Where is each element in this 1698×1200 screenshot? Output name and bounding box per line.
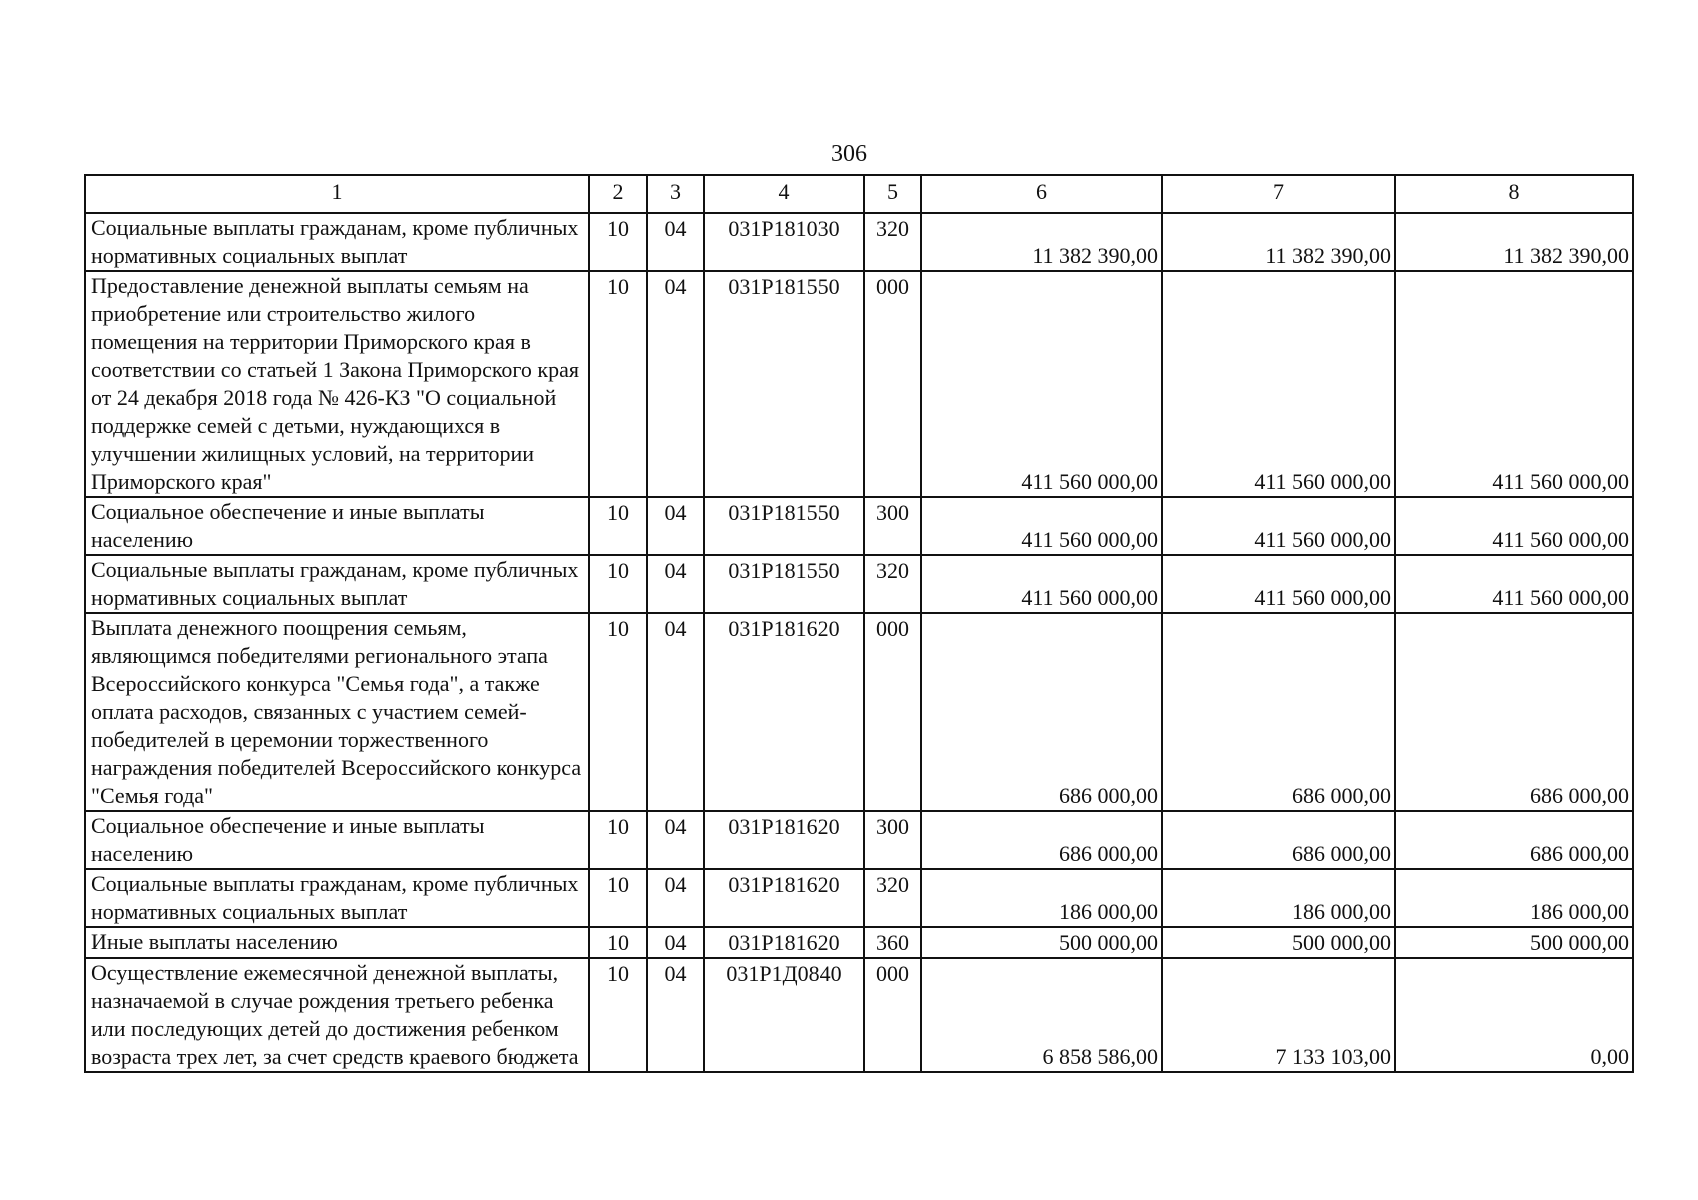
section-code-cell: 10	[589, 613, 647, 811]
target-article-cell: 031P181550	[704, 497, 864, 555]
amount-cell: 411 560 000,00	[1395, 555, 1633, 613]
amount-cell: 186 000,00	[1162, 869, 1395, 927]
expense-name-cell: Социальные выплаты гражданам, кроме публичных нормативных социальных выплат	[85, 869, 589, 927]
amount-cell: 686 000,00	[1162, 811, 1395, 869]
expense-name-cell: Социальные выплаты гражданам, кроме публичных нормативных социальных выплат	[85, 213, 589, 271]
amount-cell: 686 000,00	[921, 613, 1162, 811]
target-article-cell: 031P181620	[704, 869, 864, 927]
subsection-code-cell: 04	[647, 555, 704, 613]
expense-name-cell: Иные выплаты населению	[85, 927, 589, 958]
column-header: 7	[1162, 175, 1395, 213]
column-header: 3	[647, 175, 704, 213]
table-row	[85, 927, 1633, 958]
target-article-cell: 031P181550	[704, 555, 864, 613]
subsection-code-cell: 04	[647, 613, 704, 811]
amount-cell: 7 133 103,00	[1162, 958, 1395, 1072]
column-header: 2	[589, 175, 647, 213]
amount-cell: 11 382 390,00	[1395, 213, 1633, 271]
target-article-cell: 031P181620	[704, 927, 864, 958]
table-row	[85, 271, 1633, 497]
section-code-cell: 10	[589, 271, 647, 497]
table-row	[85, 497, 1633, 555]
subsection-code-cell: 04	[647, 271, 704, 497]
expense-type-cell: 320	[864, 213, 921, 271]
subsection-code-cell: 04	[647, 213, 704, 271]
table-row	[85, 213, 1633, 271]
amount-cell: 411 560 000,00	[1162, 497, 1395, 555]
amount-cell: 186 000,00	[1395, 869, 1633, 927]
subsection-code-cell: 04	[647, 958, 704, 1072]
subsection-code-cell: 04	[647, 811, 704, 869]
expense-name-cell: Социальное обеспечение и иные выплаты населению	[85, 497, 589, 555]
amount-cell: 411 560 000,00	[1395, 497, 1633, 555]
expense-name-cell: Социальные выплаты гражданам, кроме публичных нормативных социальных выплат	[85, 555, 589, 613]
expense-type-cell: 000	[864, 271, 921, 497]
page-number: 306	[831, 141, 867, 167]
amount-cell: 11 382 390,00	[921, 213, 1162, 271]
expense-type-cell: 000	[864, 613, 921, 811]
amount-cell: 500 000,00	[1395, 927, 1633, 958]
column-header: 8	[1395, 175, 1633, 213]
amount-cell: 500 000,00	[921, 927, 1162, 958]
table-row	[85, 613, 1633, 811]
expense-type-cell: 300	[864, 497, 921, 555]
column-header: 6	[921, 175, 1162, 213]
expense-type-cell: 320	[864, 555, 921, 613]
subsection-code-cell: 04	[647, 869, 704, 927]
section-code-cell: 10	[589, 811, 647, 869]
expense-type-cell: 320	[864, 869, 921, 927]
amount-cell: 411 560 000,00	[1395, 271, 1633, 497]
table-row	[85, 555, 1633, 613]
table-row	[85, 869, 1633, 927]
expense-name-cell: Выплата денежного поощрения семьям, являющимся победителями регионального этапа Всероссийского конкурса "Семья года", а также оплата расходов, связанных с участием семей-победителей в церемонии торжественного награждения победителей Всероссийского конкурса "Семья года"	[85, 613, 589, 811]
column-header: 4	[704, 175, 864, 213]
target-article-cell: 031P181620	[704, 613, 864, 811]
amount-cell: 411 560 000,00	[921, 271, 1162, 497]
amount-cell: 686 000,00	[1395, 811, 1633, 869]
column-header: 1	[85, 175, 589, 213]
amount-cell: 686 000,00	[1162, 613, 1395, 811]
table-row	[85, 958, 1633, 1072]
target-article-cell: 031P181550	[704, 271, 864, 497]
expense-type-cell: 000	[864, 958, 921, 1072]
subsection-code-cell: 04	[647, 927, 704, 958]
amount-cell: 411 560 000,00	[921, 555, 1162, 613]
amount-cell: 186 000,00	[921, 869, 1162, 927]
amount-cell: 411 560 000,00	[1162, 555, 1395, 613]
subsection-code-cell: 04	[647, 497, 704, 555]
amount-cell: 11 382 390,00	[1162, 213, 1395, 271]
expense-name-cell: Социальное обеспечение и иные выплаты населению	[85, 811, 589, 869]
amount-cell: 0,00	[1395, 958, 1633, 1072]
section-code-cell: 10	[589, 497, 647, 555]
section-code-cell: 10	[589, 869, 647, 927]
budget-table	[84, 174, 1634, 1073]
amount-cell: 686 000,00	[921, 811, 1162, 869]
table-row	[85, 811, 1633, 869]
amount-cell: 411 560 000,00	[1162, 271, 1395, 497]
expense-name-cell: Предоставление денежной выплаты семьям на приобретение или строительство жилого помещения на территории Приморского края в соответствии со статьей 1 Закона Приморского края от 24 декабря 2018 года № 426-КЗ "О социальной поддержке семей с детьми, нуждающихся в улучшении жилищных условий, на территории Приморского края"	[85, 271, 589, 497]
amount-cell: 6 858 586,00	[921, 958, 1162, 1072]
section-code-cell: 10	[589, 927, 647, 958]
expense-type-cell: 300	[864, 811, 921, 869]
table-header-row	[85, 175, 1633, 213]
amount-cell: 411 560 000,00	[921, 497, 1162, 555]
column-header: 5	[864, 175, 921, 213]
expense-type-cell: 360	[864, 927, 921, 958]
section-code-cell: 10	[589, 958, 647, 1072]
section-code-cell: 10	[589, 213, 647, 271]
target-article-cell: 031P181620	[704, 811, 864, 869]
target-article-cell: 031P181030	[704, 213, 864, 271]
section-code-cell: 10	[589, 555, 647, 613]
amount-cell: 500 000,00	[1162, 927, 1395, 958]
amount-cell: 686 000,00	[1395, 613, 1633, 811]
expense-name-cell: Осуществление ежемесячной денежной выплаты, назначаемой в случае рождения третьего ребенка или последующих детей до достижения ребенком возраста трех лет, за счет средств краевого бюджета	[85, 958, 589, 1072]
target-article-cell: 031P1Д0840	[704, 958, 864, 1072]
